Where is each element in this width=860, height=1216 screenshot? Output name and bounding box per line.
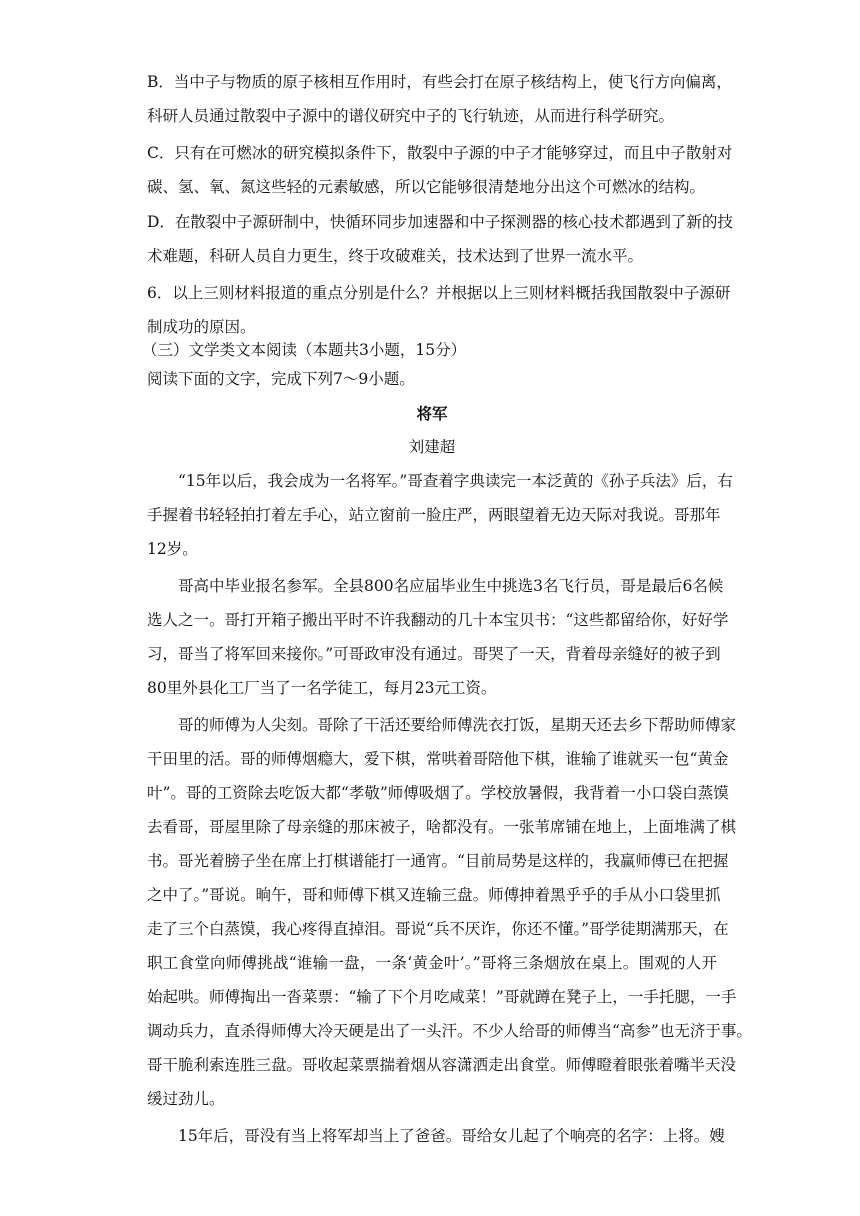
reading-instruction: 阅读下面的文字，完成下列7～9小题。: [147, 370, 415, 388]
para-2-line-2: 选人之一。哥打开箱子搬出平时不许我翻动的几十本宝贝书：“这些都留给你，好好学: [147, 611, 729, 629]
option-b-line-1: B．当中子与物质的原子核相互作用时，有些会打在原子核结构上，使飞行方向偏离，: [147, 73, 732, 91]
para-3-line-4: 去看哥，哥屋里除了母亲缝的那床被子，啥都没有。一张苇席铺在地上，上面堆满了棋: [147, 818, 737, 836]
para-3-line-11: 哥干脆利索连胜三盘。哥收起菜票揣着烟从容潇洒走出食堂。师傅瞪着眼张着嘴半天没: [147, 1056, 737, 1074]
para-3-line-7: 走了三个白蒸馍，我心疼得直掉泪。哥说“兵不厌诈，你还不懂。”哥学徒期满那天，在: [147, 920, 729, 938]
para-3-line-1: 哥的师傅为人尖刻。哥除了干活还要给师傅洗衣打饭，星期天还去乡下帮助师傅家: [178, 716, 737, 734]
para-3-line-6: 之中了。”哥说。晌午，哥和师傅下棋又连输三盘。师傅抻着黑乎乎的手从小口袋里抓: [147, 886, 721, 904]
para-1-line-1: “15年以后，我会成为一名将军。”哥查着字典读完一本泛黄的《孙子兵法》后，右: [178, 472, 733, 490]
para-3-line-8: 职工食堂向师傅挑战“谁输一盘，一条‘黄金叶’。”哥将三条烟放在桌上。围观的人开: [147, 954, 717, 972]
para-2-line-4: 80里外县化工厂当了一名学徒工，每月23元工资。: [147, 679, 497, 697]
option-b-line-2: 科研人员通过散裂中子源中的谱仪研究中子的飞行轨迹，从而进行科学研究。: [147, 107, 675, 125]
para-3-line-5: 书。哥光着膀子坐在席上打棋谱能打一通宵。“目前局势是这样的，我赢师傅已在把握: [147, 852, 729, 870]
para-1-line-2: 手握着书轻轻拍打着左手心，站立窗前一脸庄严，两眼望着无边天际对我说。哥那年: [147, 506, 721, 524]
story-title: 将军: [416, 404, 448, 423]
para-3-line-12: 缓过劲儿。: [147, 1090, 225, 1108]
para-1-line-3: 12岁。: [147, 540, 198, 558]
question-6-line-1: 6．以上三则材料报道的重点分别是什么？并根据以上三则材料概括我国散裂中子源研: [147, 284, 731, 302]
section-heading: （三）文学类文本阅读（本题共3小题，15分）: [142, 341, 467, 359]
para-2-line-3: 习，哥当了将军回来接你。”可哥政审没有通过。哥哭了一天，背着母亲缝好的被子到: [147, 645, 721, 663]
para-2-line-1: 哥高中毕业报名参军。全县800名应届毕业生中挑选3名飞行员，哥是最后6名候: [178, 577, 724, 595]
option-d-line-1: D．在散裂中子源研制中，快循环同步加速器和中子探测器的核心技术都遇到了新的技: [147, 213, 733, 231]
story-author: 刘建超: [408, 438, 456, 456]
question-6-line-2: 制成功的原因。: [147, 318, 256, 336]
option-c-line-2: 碳、氢、氧、氮这些轻的元素敏感，所以它能够很清楚地分出这个可燃冰的结构。: [147, 178, 706, 196]
para-3-line-3: 叶”。哥的工资除去吃饭大都“孝敬”师傅吸烟了。学校放暑假，我背着一小口袋白蒸馍: [147, 784, 729, 802]
para-3-line-2: 干田里的活。哥的师傅烟瘾大，爱下棋，常哄着哥陪他下棋，谁输了谁就买一包“黄金: [147, 750, 729, 768]
para-4-line-1: 15年后，哥没有当上将军却当上了爸爸。哥给女儿起了个响亮的名字：上将。嫂: [178, 1127, 725, 1145]
para-3-line-9: 始起哄。师傅掏出一沓菜票：“输了下个月吃咸菜！”哥就蹲在凳子上，一手托腮，一手: [147, 988, 737, 1006]
para-3-line-10: 调动兵力，直杀得师傅大冷天硬是出了一头汗。不少人给哥的师傅当“高参”也无济于事。: [147, 1022, 752, 1040]
option-d-line-2: 术难题，科研人员自力更生，终于攻破难关，技术达到了世界一流水平。: [147, 247, 644, 265]
option-c-line-1: C．只有在可燃冰的研究模拟条件下，散裂中子源的中子才能够穿过，而且中子散射对: [147, 144, 733, 162]
